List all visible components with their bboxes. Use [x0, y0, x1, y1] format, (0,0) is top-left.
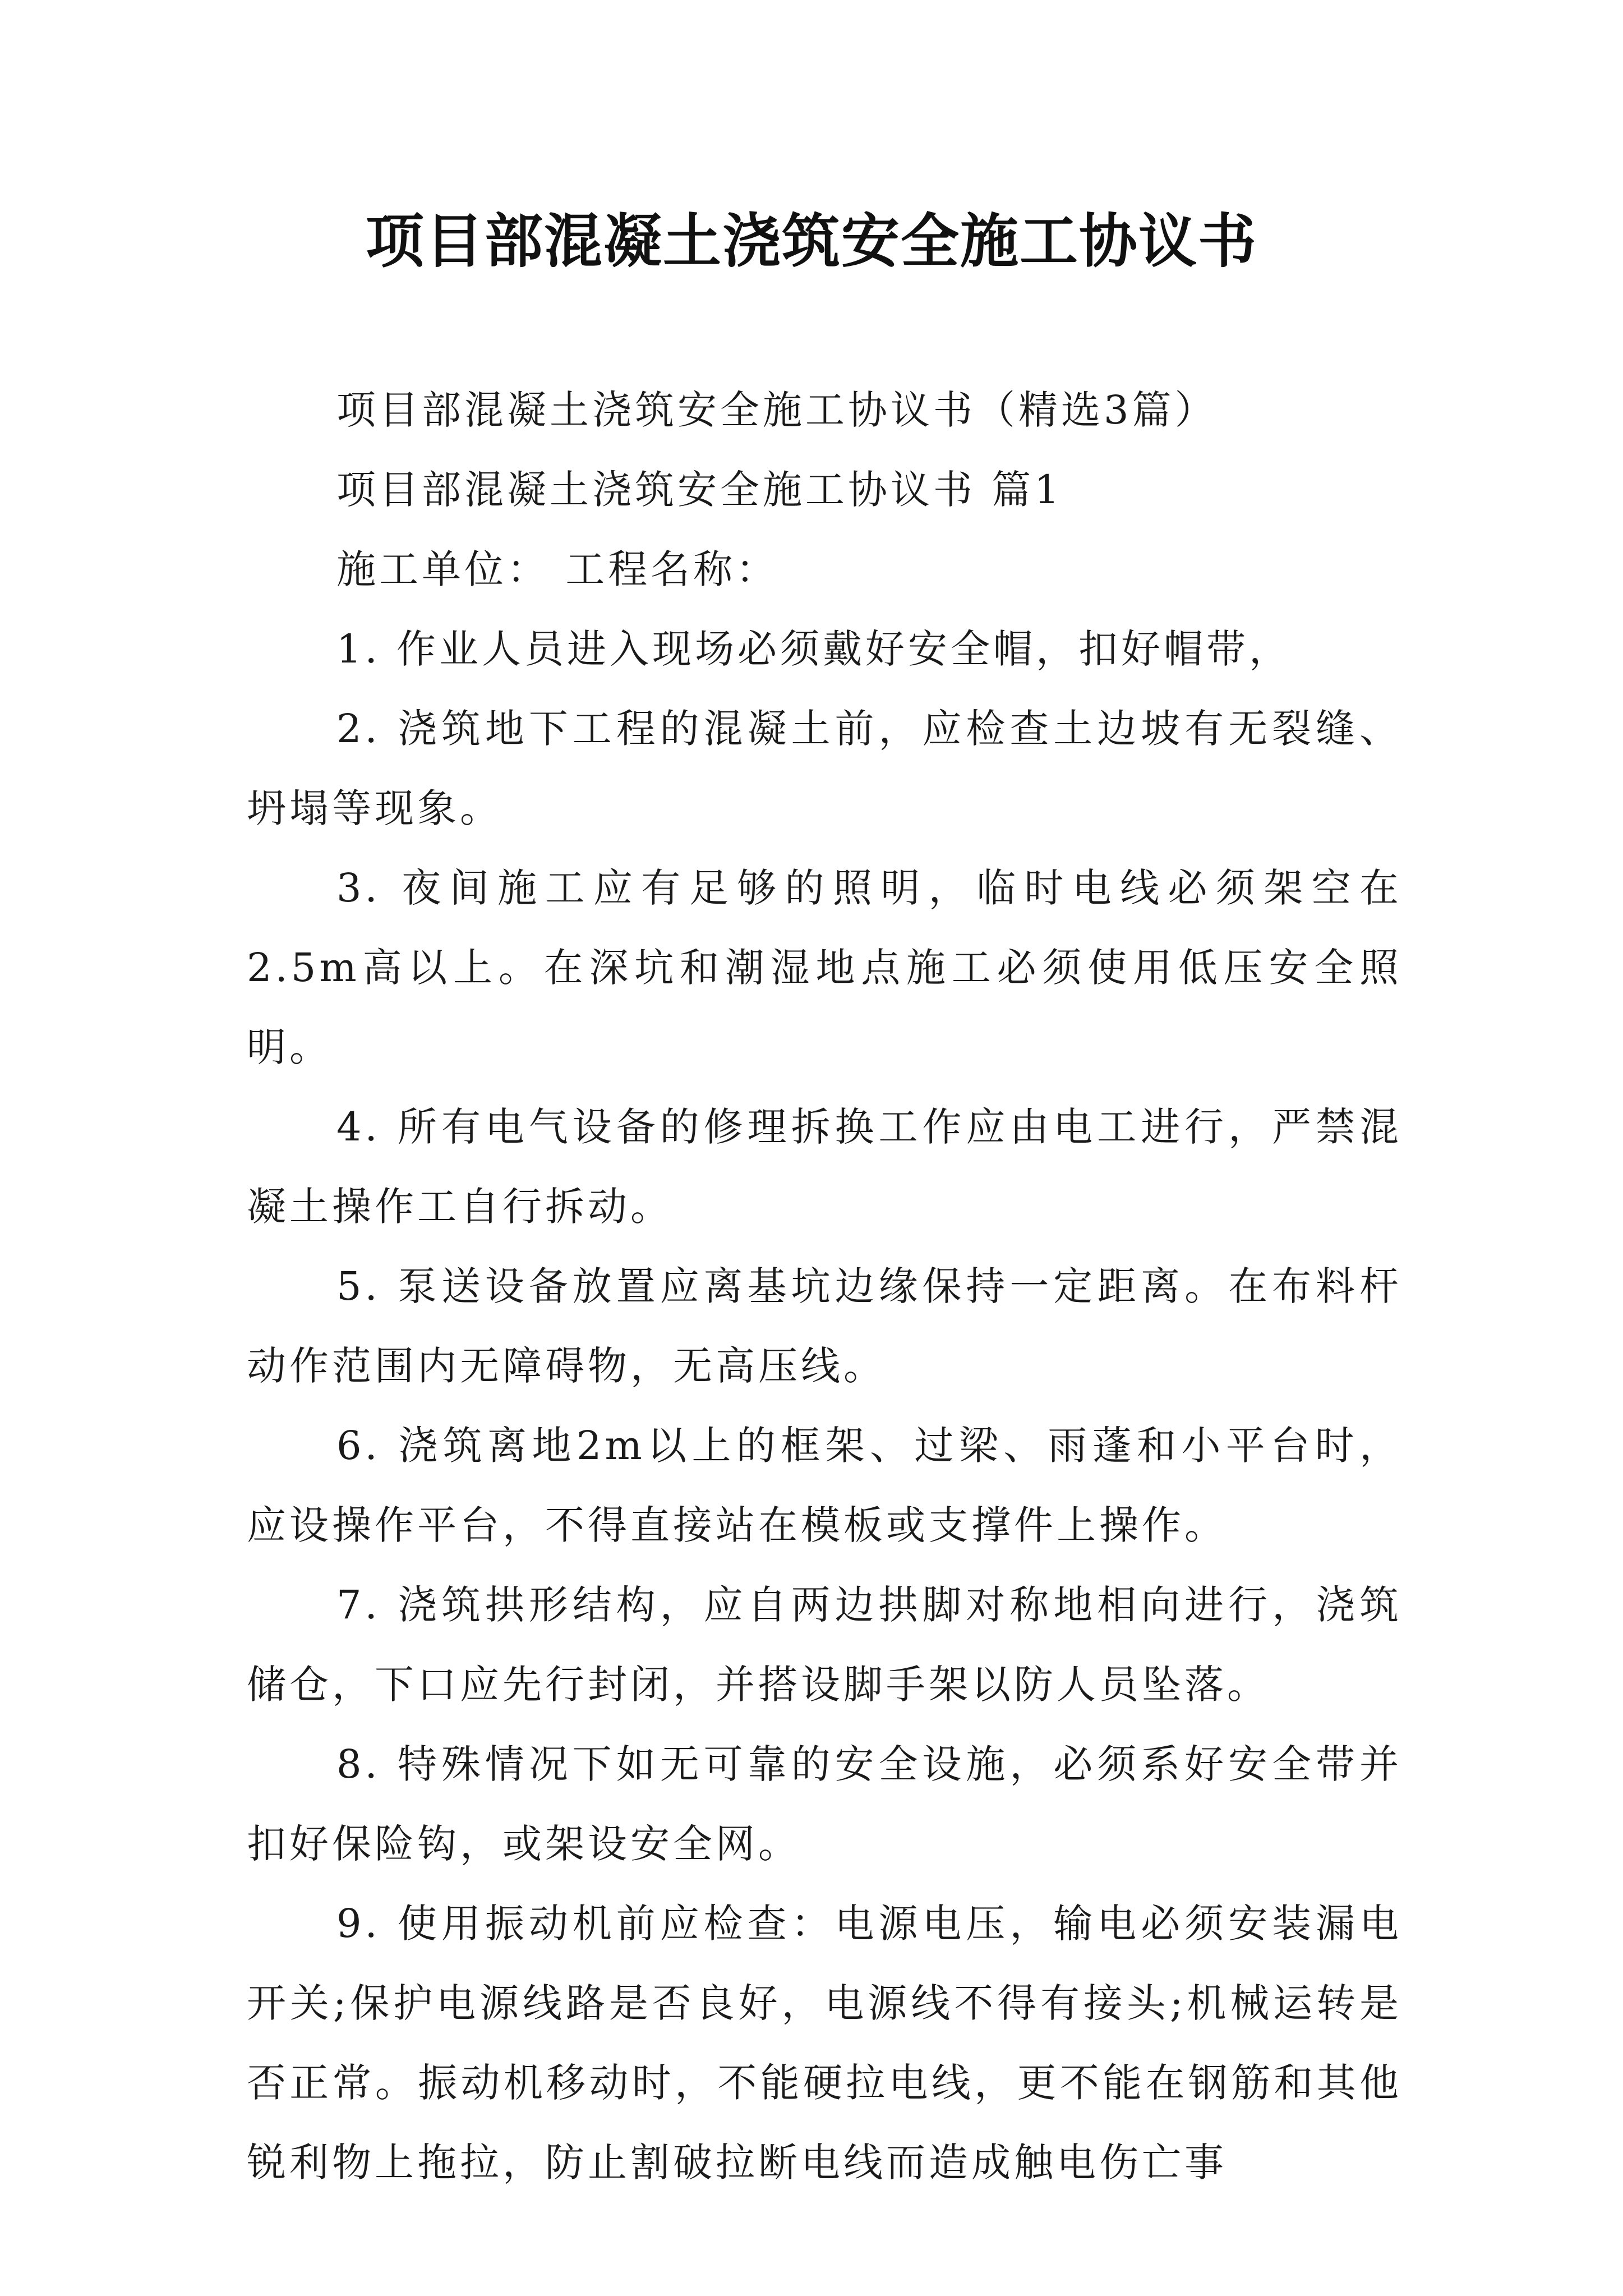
clause-3: 3. 夜间施工应有足够的照明，临时电线必须架空在2.5m高以上。在深坑和潮湿地点施工必须使用低压安全照明。 [247, 865, 1402, 1070]
clause-5: 5. 泵送设备放置应离基坑边缘保持一定距离。在布料杆动作范围内无障碍物，无高压线。 [247, 1263, 1402, 1389]
section-heading: 项目部混凝土浇筑安全施工协议书 篇1 [336, 467, 1063, 513]
clause-4: 4. 所有电气设备的修理拆换工作应由电工进行，严禁混凝土操作工自行拆动。 [247, 1104, 1402, 1230]
clause-9: 9. 使用振动机前应检查：电源电压，输电必须安装漏电开关;保护电源线路是否良好，电源线不得有接头;机械运转是否正常。振动机移动时，不能硬拉电线，更不能在钢筋和其他锐利物上拖拉，防止割破拉断电线而造成触电伤亡事 [247, 1901, 1402, 2185]
clause-7: 7. 浇筑拱形结构，应自两边拱脚对称地相向进行，浇筑储仓，下口应先行封闭，并搭设脚手架以防人员坠落。 [247, 1582, 1402, 1708]
unit-and-project-line: 施工单位： 工程名称： [336, 546, 779, 592]
document-title: 项目部混凝土浇筑安全施工协议书 [365, 207, 1257, 275]
document-body [247, 370, 1402, 2202]
clause-8: 8. 特殊情况下如无可靠的安全设施，必须系好安全带并扣好保险钩，或架设安全网。 [247, 1741, 1402, 1867]
clause-6: 6. 浇筑离地2m以上的框架、过梁、雨蓬和小平台时，应设操作平台，不得直接站在模板或支撑件上操作。 [247, 1423, 1402, 1548]
clause-1: 1. 作业人员进入现场必须戴好安全帽，扣好帽带， [336, 626, 1292, 672]
clause-2: 2. 浇筑地下工程的混凝土前，应检查土边坡有无裂缝、坍塌等现象。 [247, 706, 1402, 831]
intro-heading: 项目部混凝土浇筑安全施工协议书（精选3篇） [336, 387, 1218, 433]
